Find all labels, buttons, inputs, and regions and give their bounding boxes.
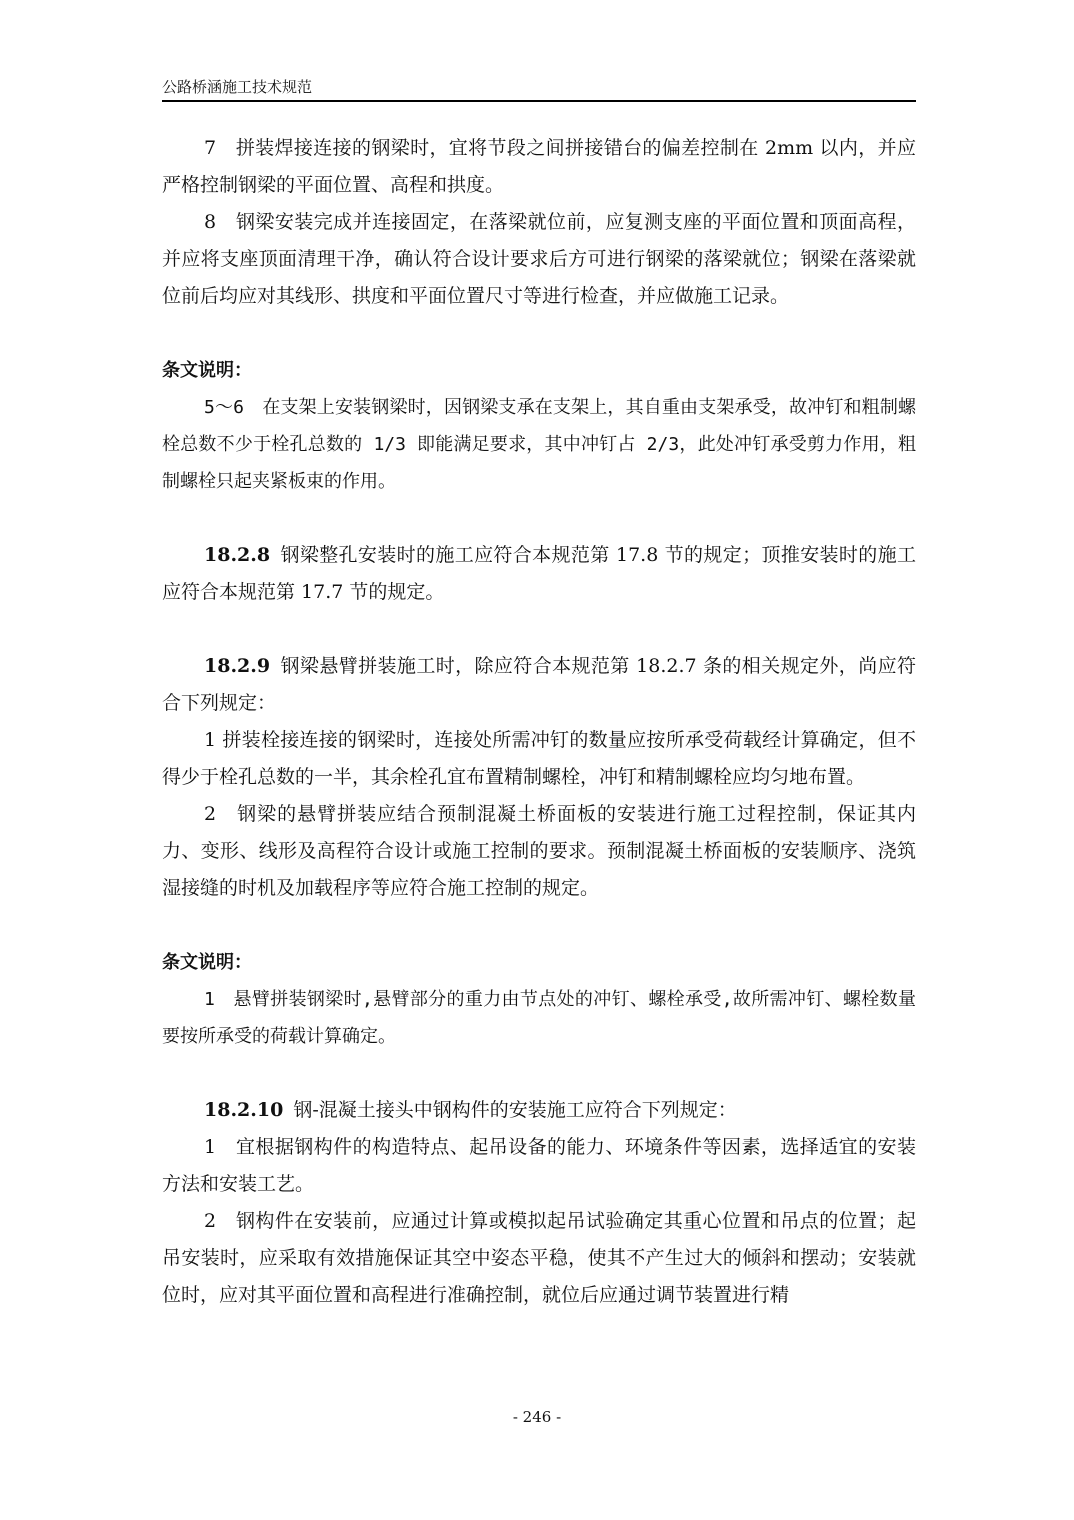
clause-number: 18.2.10 <box>204 1099 284 1121</box>
item-8: 8 钢梁安装完成并连接固定，在落梁就位前，应复测支座的平面位置和顶面高程，并应将支座顶面清理干净，确认符合设计要求后方可进行钢梁的落梁就位；钢梁在落梁就位前后均应对其线形、拱度和平面位置尺寸等进行检查，并应做施工记录。 <box>162 211 916 307</box>
clause-text: 钢梁整孔安装时的施工应符合本规范第 17.8 节的规定；顶推安装时的施工应符合本规范第 17.7 节的规定。 <box>162 544 916 603</box>
clause-18-2-10-item-2: 2 钢构件在安装前，应通过计算或模拟起吊试验确定其重心位置和吊点的位置；起吊安装时，应采取有效措施保证其空中姿态平稳，使其不产生过大的倾斜和摆动；安装就位时，应对其平面位置和高程进行准确控制，就位后应通过调节装置进行精 <box>162 1210 916 1306</box>
spacer <box>162 1055 916 1092</box>
clause-18-2-10-item-1: 1 宜根据钢构件的构造特点、起吊设备的能力、环境条件等因素，选择适宜的安装方法和安装工艺。 <box>162 1136 916 1195</box>
page-number: - 246 - <box>512 1408 562 1426</box>
spacer <box>162 315 916 352</box>
clause-18-2-9-item-1: 1 拼装栓接连接的钢梁时，连接处所需冲钉的数量应按所承受荷载经计算确定，但不得少于栓孔总数的一半，其余栓孔宜布置精制螺栓，冲钉和精制螺栓应均匀地布置。 <box>162 729 916 788</box>
spacer <box>162 500 916 537</box>
document-title: 公路桥涵施工技术规范 <box>162 78 313 96</box>
clause-text: 钢-混凝土接头中钢构件的安装施工应符合下列规定： <box>293 1099 737 1121</box>
clause-18-2-8 <box>162 537 916 611</box>
commentary-title: 条文说明： <box>162 952 252 973</box>
commentary-text: 1 悬臂拼装钢梁时,悬臂部分的重力由节点处的冲钉、螺栓承受,故所需冲钉、螺栓数量要按所承受的荷载计算确定。 <box>162 989 916 1047</box>
page-header <box>162 76 916 102</box>
commentary-text: 5～6 在支架上安装钢梁时，因钢梁支承在支架上，其自重由支架承受，故冲钉和粗制螺栓总数不少于栓孔总数的 1/3 即能满足要求，其中冲钉占 2/3，此处冲钉承受剪力作用，粗制螺栓只起夹紧板束的作用。 <box>162 397 916 492</box>
spacer <box>162 611 916 648</box>
clause-18-2-9-item-2: 2 钢梁的悬臂拼装应结合预制混凝土桥面板的安装进行施工过程控制，保证其内力、变形、线形及高程符合设计或施工控制的要求。预制混凝土桥面板的安装顺序、浇筑湿接缝的时机及加载程序等应符合施工控制的规定。 <box>162 803 916 899</box>
spacer <box>162 907 916 944</box>
clause-number: 18.2.8 <box>204 544 271 566</box>
clause-number: 18.2.9 <box>204 655 271 677</box>
item-7: 7 拼装焊接连接的钢梁时，宜将节段之间拼接错台的偏差控制在 2mm 以内，并应严格控制钢梁的平面位置、高程和拱度。 <box>162 137 916 196</box>
clause-text: 钢梁悬臂拼装施工时，除应符合本规范第 18.2.7 条的相关规定外，尚应符合下列规定： <box>162 655 916 714</box>
clause-18-2-10 <box>162 1092 916 1129</box>
page-content <box>162 130 916 1314</box>
clause-18-2-9 <box>162 648 916 722</box>
commentary-title: 条文说明： <box>162 360 252 381</box>
